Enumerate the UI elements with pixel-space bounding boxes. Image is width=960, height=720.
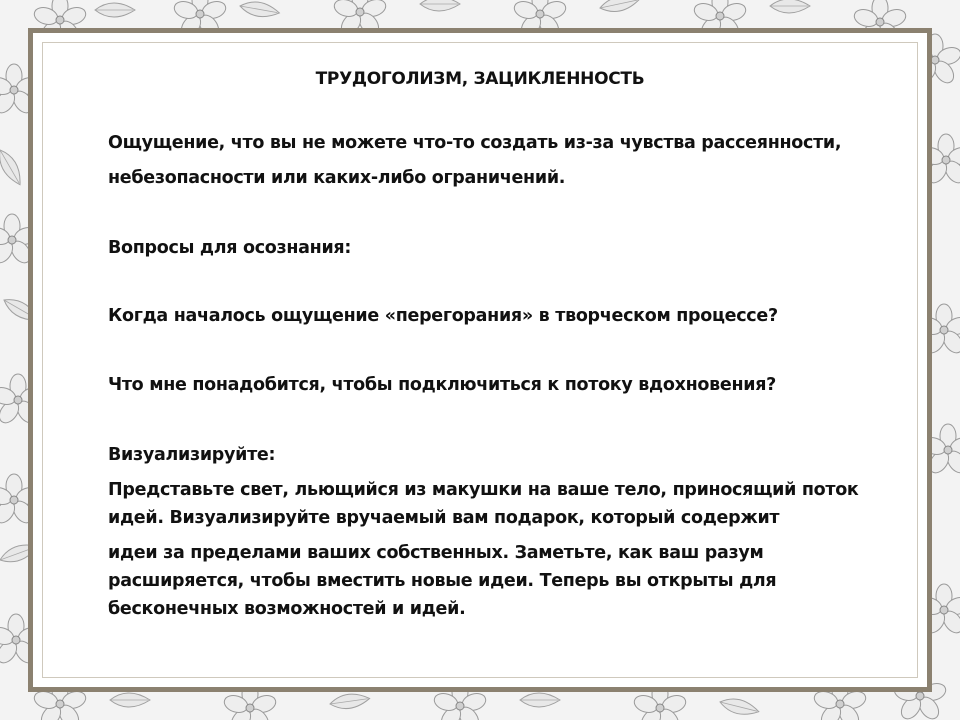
question-2: Что мне понадобится, чтобы подключиться к потоку вдохновения? xyxy=(108,375,777,395)
questions-heading: Вопросы для осознания: xyxy=(108,238,352,258)
visualize-line-3: идеи за пределами ваших собственных. Заметьте, как ваш разум xyxy=(108,543,764,563)
visualize-heading: Визуализируйте: xyxy=(108,445,276,465)
question-1: Когда началось ощущение «перегорания» в творческом процессе? xyxy=(108,306,778,326)
visualize-line-5: бесконечных возможностей и идей. xyxy=(108,599,466,619)
intro-line-1: Ощущение, что вы не можете что-то создать из-за чувства рассеянности, xyxy=(108,133,842,153)
intro-line-2: небезопасности или каких-либо ограничений. xyxy=(108,168,566,188)
visualize-line-2: идей. Визуализируйте вручаемый вам подарок, который содержит xyxy=(108,508,780,528)
page-title: ТРУДОГОЛИЗМ, ЗАЦИКЛЕННОСТЬ xyxy=(315,69,645,89)
visualize-line-4: расширяется, чтобы вместить новые идеи. Теперь вы открыты для xyxy=(108,571,777,591)
visualize-line-1: Представьте свет, льющийся из макушки на ваше тело, приносящий поток xyxy=(108,480,859,500)
